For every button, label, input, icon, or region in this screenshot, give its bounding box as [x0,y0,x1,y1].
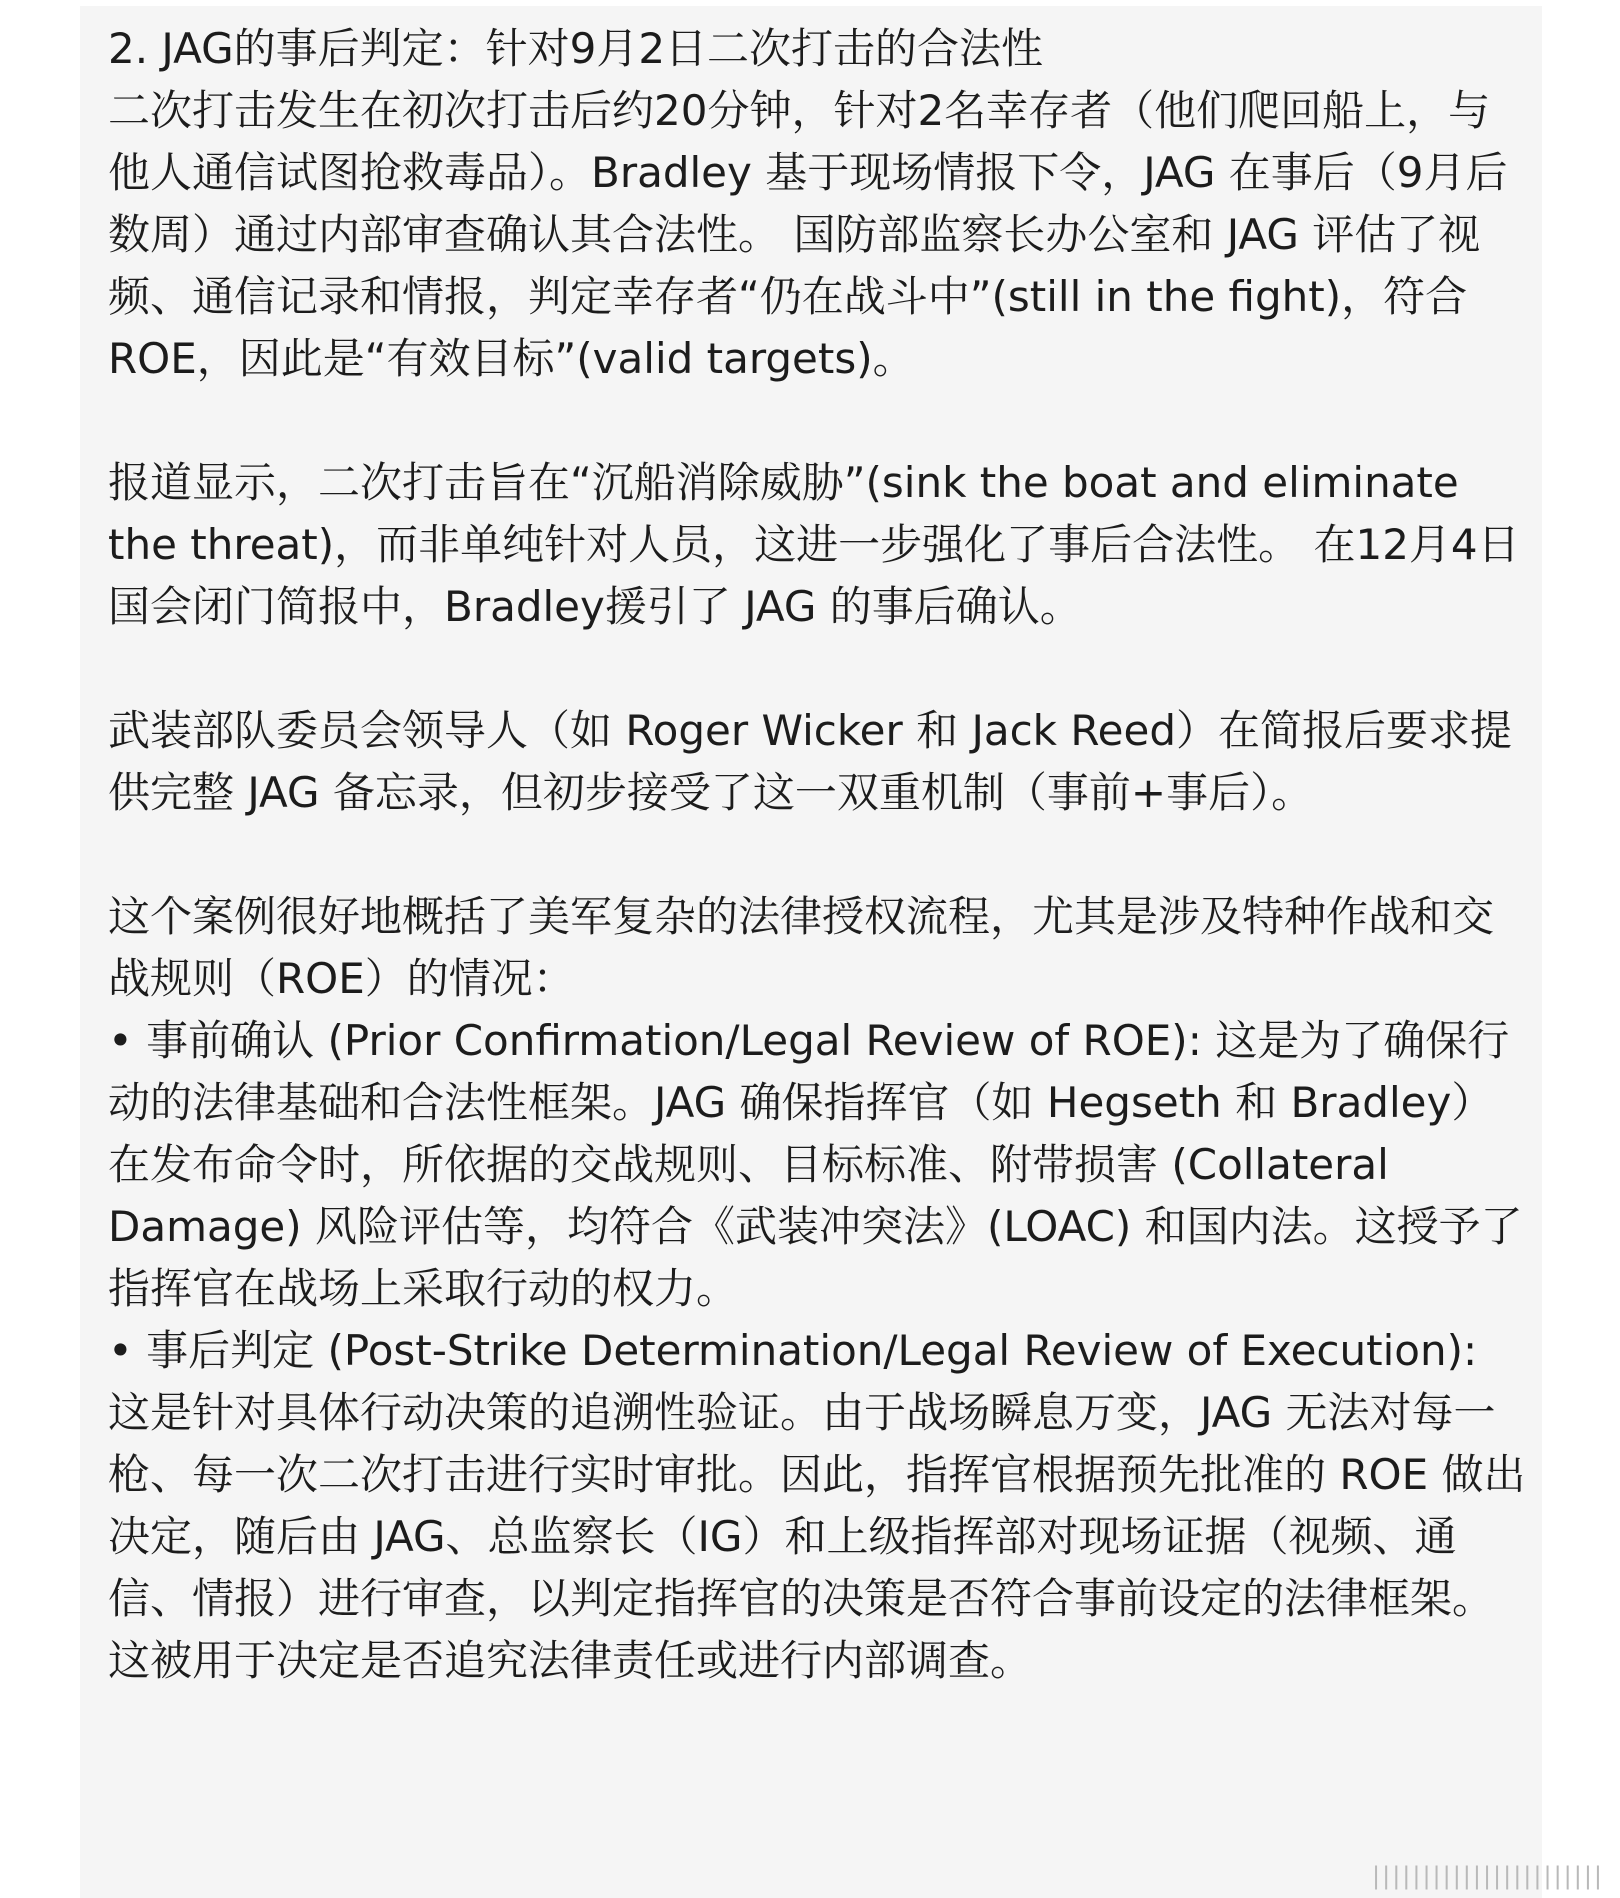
post-article [108,18,1528,1692]
bullet-post-strike: • 事后判定 (Post-Strike Determination/Legal Review of Execution): 这是针对具体行动决策的追溯性验证。由于战场瞬息万变，JAG 无法对每一枪、每一次二次打击进行实时审批。因此，指挥官根据预先批准的 ROE 做出决定，随后由 JAG、总监察长（IG）和上级指挥部对现场证据（视频、通信、情报）进行审查，以判定指挥官的决策是否符合事前设定的法律框架。这被用于决定是否追究法律责任或进行内部调查。 [108,1326,1526,1685]
paragraph-committee: 武装部队委员会领导人（如 Roger Wicker 和 Jack Reed）在简报后要求提供完整 JAG 备忘录，但初步接受了这一双重机制（事前+事后）。 [108,706,1512,817]
bullet-prior-confirmation: • 事前确认 (Prior Confirmation/Legal Review of ROE): 这是为了确保行动的法律基础和合法性框架。JAG 确保指挥官（如 Hegseth 和 Bradley）在发布命令时，所依据的交战规则、目标标准、附带损害 (Collateral Damage) 风险评估等，均符合《武装冲突法》(LOAC) 和国内法。这授予了指挥官在战场上采取行动的权力。 [108,1016,1523,1313]
paragraph-strike-legality: 二次打击发生在初次打击后约20分钟，针对2名幸存者（他们爬回船上，与他人通信试图抢救毒品）。Bradley 基于现场情报下令，JAG 在事后（9月后数周）通过内部审查确认其合法性。 国防部监察长办公室和 JAG 评估了视频、通信记录和情报，判定幸存者“仍在战斗中”(still in the fight)，符合ROE，因此是“有效目标”(valid targets)。 [108,86,1508,383]
paragraph-case-summary: 这个案例很好地概括了美军复杂的法律授权流程，尤其是涉及特种作战和交战规则（ROE）的情况： [108,892,1495,1003]
section-heading: 2. JAG的事后判定：针对9月2日二次打击的合法性 [108,24,1044,73]
paragraph-sink-boat: 报道显示，二次打击旨在“沉船消除威胁”(sink the boat and eliminate the threat)，而非单纯针对人员，这进一步强化了事后合法性。 在12月4日国会闭门简报中，Bradley援引了 JAG 的事后确认。 [108,458,1520,631]
watermark: ||||||||||||||||||||||| [1372,1862,1604,1890]
